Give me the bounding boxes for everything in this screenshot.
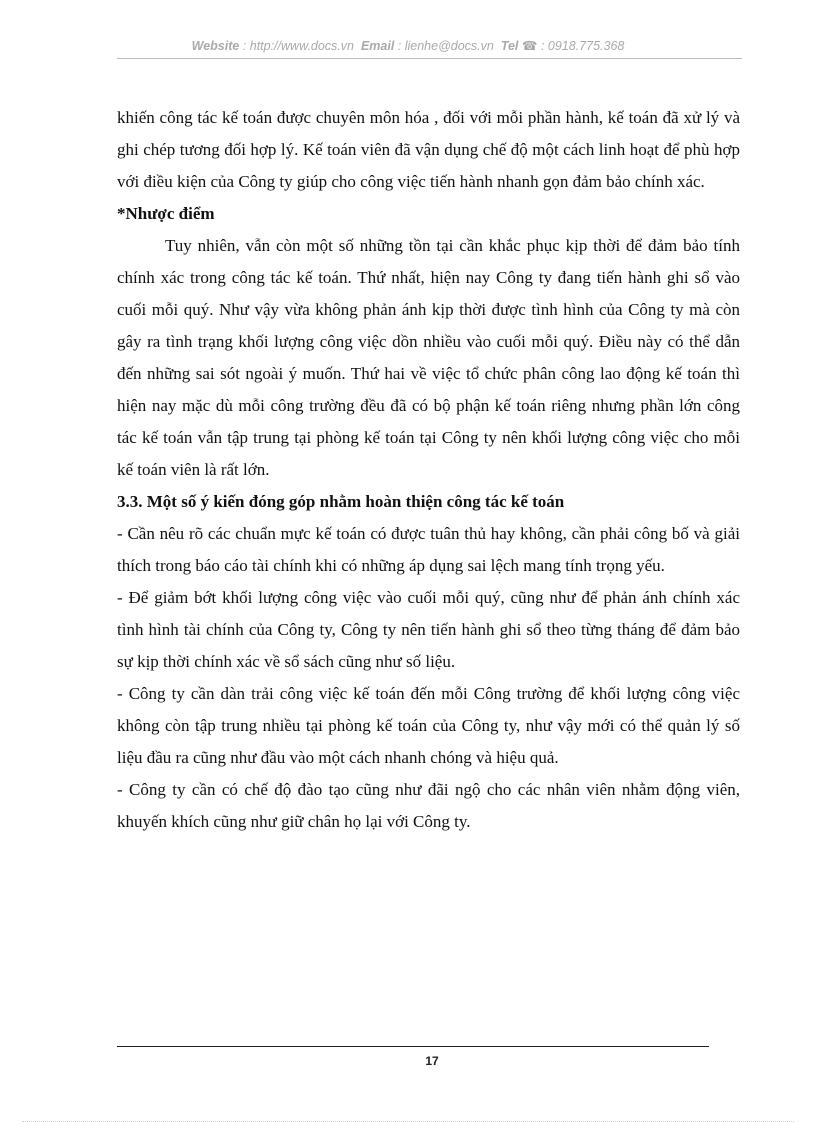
tel-label: Tel [500, 39, 519, 53]
email-label: Email [360, 39, 395, 53]
footer-divider [117, 1046, 709, 1047]
paragraph-advantages-continued: khiến công tác kế toán được chuyên môn hóa , đối với mỗi phần hành, kế toán đã xử lý và ghi chép tương đối hợp lý. Kế toán viên đã vận dụng chế độ một cách linh hoạt để phù hợp với điều kiện của Công ty giúp cho công việc tiến hành nhanh gọn đảm bảo chính xác. [117, 108, 740, 191]
paragraph-disadvantages: Tuy nhiên, vẫn còn một số những tồn tại cần khắc phục kịp thời để đảm bảo tính chính xác trong công tác kế toán. Thứ nhất, hiện nay Công ty đang tiến hành ghi sổ vào cuối mỗi quý. Như vậy vừa không phản ánh kịp thời được tình hình của Công ty mà còn gây ra tình trạng khối lượng công việc dồn nhiều vào cuối mỗi quý. Điều này có thể dẫn đến những sai sót ngoài ý muốn. Thứ hai về việc tổ chức phân công lao động kế toán thì hiện nay mặc dù mỗi công trường đều đã có bộ phận kế toán riêng nhưng phần lớn công tác kế toán vẫn tập trung tại phòng kế toán tại Công ty nên khối lượng công việc cho mỗi kế toán viên là rất lớn. [117, 236, 740, 479]
page-header [0, 38, 816, 53]
section-heading-disadvantages: *Nhược điểm [117, 204, 215, 223]
bullet-item-4: - Công ty cần có chế độ đào tạo cũng như đãi ngộ cho các nhân viên nhằm động viên, khuyến khích cũng như giữ chân họ lại với Công ty. [117, 780, 740, 831]
header-divider [117, 58, 742, 59]
bullet-item-1: - Cần nêu rõ các chuẩn mực kế toán có được tuân thủ hay không, cần phải công bố và giải thích trong báo cáo tài chính khi có những áp dụng sai lệch mang tính trọng yếu. [117, 524, 740, 575]
email-value: : lienhe@docs.vn [397, 39, 494, 53]
section-heading-3-3: 3.3. Một số ý kiến đóng góp nhằm hoàn thiện công tác kế toán [117, 492, 565, 511]
website-value: : http://www.docs.vn [242, 39, 354, 53]
website-label: Website [191, 39, 240, 53]
bullet-item-3: - Công ty cần dàn trải công việc kế toán đến mỗi Công trường để khối lượng công việc không còn tập trung nhiều tại phòng kế toán của Công ty, như vậy mới có thể quản lý số liệu đầu ra cũng như đầu vào một cách nhanh chóng và hiệu quả. [117, 684, 740, 767]
document-body [117, 102, 740, 838]
page-bottom-border [22, 1121, 794, 1122]
page-number: 17 [425, 1054, 439, 1068]
tel-value: ☎ : 0918.775.368 [521, 39, 625, 53]
bullet-item-2: - Để giảm bớt khối lượng công việc vào cuối mỗi quý, cũng như để phản ánh chính xác tình hình tài chính của Công ty, Công ty nên tiến hành ghi sổ theo từng tháng để đảm bảo sự kịp thời chính xác về sổ sách cũng như số liệu. [117, 588, 740, 671]
